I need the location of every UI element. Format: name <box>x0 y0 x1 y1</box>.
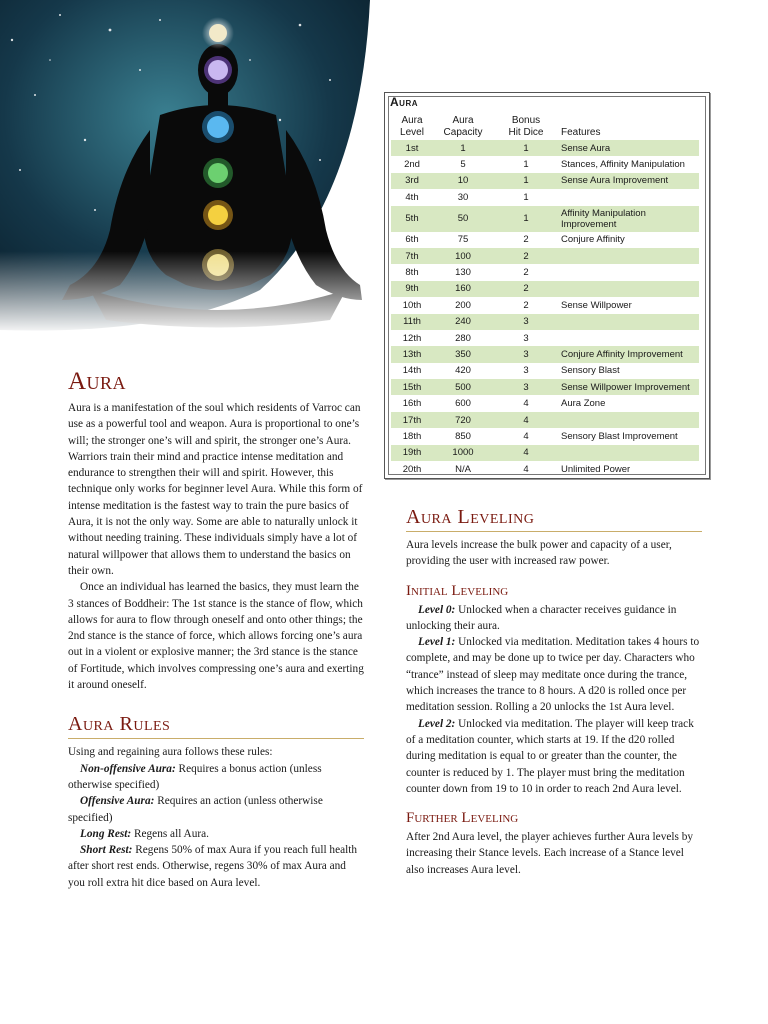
cell-features <box>559 281 699 297</box>
cell-features <box>559 189 699 205</box>
cell-features <box>559 412 699 428</box>
cell-hit-dice: 1 <box>493 206 559 232</box>
cell-level: 17th <box>391 412 433 428</box>
cell-hit-dice: 4 <box>523 463 529 475</box>
cell-level: 18th <box>402 430 422 442</box>
table-row <box>391 346 699 362</box>
level-2-text: Level 2: Unlocked via meditation. The player will keep track of a meditation counter, which starts at 19. If the d20 rolled during meditation is equal to or greater than the counter, the counter is reduced by 1. The player must bring the meditation counter down from 19 to 10 in order to reach 2nd Aura level. <box>406 717 694 795</box>
header-bonus-hit-dice: Bonus Hit Dice <box>508 115 544 138</box>
table-row <box>391 330 699 346</box>
cell-hit-dice: 1 <box>493 173 559 189</box>
table-row <box>391 189 699 205</box>
table-row <box>391 206 699 232</box>
cell-features <box>559 445 699 461</box>
aura-level-table <box>391 115 699 477</box>
cell-capacity: 1 <box>433 140 493 156</box>
cell-level: 6th <box>405 234 419 246</box>
rule-short-rest: Short Rest: Regens 50% of max Aura if you reach full health after short rest ends. Otherwise, regens 30% of max Aura and you roll extra hit dice based on Aura level. <box>68 844 358 889</box>
cell-features <box>559 314 699 330</box>
cell-capacity: 500 <box>433 379 493 395</box>
cell-capacity: 75 <box>457 234 469 246</box>
header-aura-capacity: Aura Capacity <box>443 115 483 138</box>
cell-features: Sense Willpower Improvement <box>559 379 699 395</box>
cell-hit-dice: 2 <box>523 267 529 279</box>
cell-features: Sensory Blast <box>561 365 620 377</box>
cell-capacity: 100 <box>433 248 493 264</box>
cell-capacity: 350 <box>433 346 493 362</box>
cell-level: 20th <box>402 463 422 475</box>
cell-hit-dice: 4 <box>493 445 559 461</box>
cell-features: Sense Aura Improvement <box>559 173 699 189</box>
cell-hit-dice: 3 <box>523 332 529 344</box>
table-title: Aura <box>390 95 418 109</box>
cell-features: Aura Zone <box>561 398 606 410</box>
rule-offensive: Offensive Aura: Requires an action (unless otherwise specified) <box>68 795 323 824</box>
cell-features: Conjure Affinity Improvement <box>559 346 699 362</box>
cell-level: 19th <box>391 445 433 461</box>
cell-hit-dice: 1 <box>523 191 529 203</box>
cell-capacity: 280 <box>455 332 471 344</box>
table-row <box>391 379 699 395</box>
initial-leveling-heading: Initial Leveling <box>406 582 509 599</box>
cell-features: Affinity Manipulation Improvement <box>559 206 699 232</box>
cell-features <box>559 330 699 346</box>
cell-features: Sensory Blast Improvement <box>561 430 678 442</box>
cell-features: Sense Aura <box>559 140 699 156</box>
cell-capacity: 130 <box>455 267 471 279</box>
table-row <box>391 412 699 428</box>
cell-level: 4th <box>405 191 419 203</box>
cell-level: 14th <box>402 365 422 377</box>
cell-hit-dice: 1 <box>523 159 529 171</box>
cell-capacity: 160 <box>433 281 493 297</box>
cell-capacity: 200 <box>455 299 471 311</box>
header-aura-level: Aura Level <box>400 115 424 138</box>
cell-features: Unlimited Power <box>561 463 631 475</box>
cell-hit-dice: 2 <box>493 281 559 297</box>
cell-hit-dice: 3 <box>523 365 529 377</box>
table-row <box>391 297 699 313</box>
cell-level: 11th <box>391 314 433 330</box>
cell-level: 5th <box>391 206 433 232</box>
aura-paragraph-2: Once an individual has learned the basics, they must learn the 3 stances of Boddheir: The 1st stance is the stance of flow, which allows for aura to flow through oneself and onto other things; the 2nd stance is the stance of force, which allows forcing one’s aura out in a violent or explosive manner; the 3rd stance is the stance of Fortitude, which involves compressing one’s aura and exerting it around oneself. <box>68 581 364 692</box>
table-row <box>391 395 699 411</box>
left-column <box>68 368 364 891</box>
cell-capacity: 240 <box>433 314 493 330</box>
leveling-intro: Aura levels increase the bulk power and capacity of a user, providing the user with increased raw power. <box>406 539 672 568</box>
cell-capacity: 1000 <box>433 445 493 461</box>
cell-level: 3rd <box>391 173 433 189</box>
cell-level: 10th <box>402 299 422 311</box>
table-row <box>391 281 699 297</box>
rule-long-rest: Long Rest: Regens all Aura. <box>80 827 209 840</box>
cell-level: 9th <box>391 281 433 297</box>
table-row <box>391 248 699 264</box>
cell-features <box>559 264 699 280</box>
cell-hit-dice: 3 <box>493 314 559 330</box>
cell-level: 12th <box>402 332 422 344</box>
cell-features: Conjure Affinity <box>561 234 625 246</box>
cell-hit-dice: 2 <box>523 234 529 246</box>
cell-level: 2nd <box>404 159 420 171</box>
table-row <box>391 264 699 280</box>
cell-level: 15th <box>391 379 433 395</box>
cell-hit-dice: 3 <box>493 346 559 362</box>
cell-level: 7th <box>391 248 433 264</box>
cell-hit-dice: 1 <box>493 140 559 156</box>
cell-hit-dice: 4 <box>523 430 529 442</box>
cell-capacity: 50 <box>433 206 493 232</box>
cell-features: Sense Willpower <box>561 299 632 311</box>
level-1-text: Level 1: Unlocked via meditation. Meditation takes 4 hours to complete, and may be done up to twice per day. Characters who “trance” instead of sleep may meditate once during the trance, which increases the trance to 8 hours. A d20 is rolled once per meditation session. Rolling a 20 unlocks the 1st Aura level. <box>406 636 700 714</box>
cell-capacity: N/A <box>455 463 471 475</box>
cell-hit-dice: 3 <box>493 379 559 395</box>
further-leveling-text: After 2nd Aura level, the player achieves further Aura levels by increasing their Stance levels. Each increase of a Stance level also increases Aura level. <box>406 831 694 876</box>
aura-leveling-heading: Aura Leveling <box>406 505 702 532</box>
cell-level: 8th <box>405 267 419 279</box>
further-leveling-heading: Further Leveling <box>406 810 519 827</box>
cell-hit-dice: 4 <box>523 398 529 410</box>
table-row <box>391 428 699 444</box>
cell-hit-dice: 2 <box>493 248 559 264</box>
cell-hit-dice: 4 <box>493 412 559 428</box>
cell-level: 16th <box>402 398 422 410</box>
table-row <box>391 445 699 461</box>
cell-level: 1st <box>391 140 433 156</box>
cell-hit-dice: 2 <box>523 299 529 311</box>
table-row <box>391 156 699 172</box>
right-column <box>406 505 702 878</box>
aura-table <box>384 92 710 479</box>
rule-non-offensive: Non-offensive Aura: Requires a bonus action (unless otherwise specified) <box>68 762 322 791</box>
cell-capacity: 30 <box>457 191 469 203</box>
table-row <box>391 314 699 330</box>
cell-level: 13th <box>391 346 433 362</box>
level-0-text: Level 0: Unlocked when a character receives guidance in unlocking their aura. <box>406 603 677 632</box>
cell-capacity: 720 <box>433 412 493 428</box>
aura-rules-intro: Using and regaining aura follows these rules: <box>68 746 273 759</box>
cell-features <box>559 248 699 264</box>
meditation-illustration <box>0 0 370 335</box>
table-row <box>391 232 699 248</box>
table-row <box>391 461 699 477</box>
table-row <box>391 140 699 156</box>
cell-capacity: 10 <box>433 173 493 189</box>
cell-capacity: 5 <box>460 159 466 171</box>
aura-heading: Aura <box>68 368 127 395</box>
cell-features: Stances, Affinity Manipulation <box>561 159 685 171</box>
cell-capacity: 420 <box>455 365 471 377</box>
header-features: Features <box>561 127 601 138</box>
aura-rules-heading: Aura Rules <box>68 712 364 739</box>
table-row <box>391 173 699 189</box>
aura-paragraph-1: Aura is a manifestation of the soul which residents of Varroc can use as a powerful tool and weapon. Aura is proportional to one’s will; the stronger one’s will and spirit, the stronger one’s Aura. Warriors train their mind and practice intense meditation and endurance to strengthen their will and spirit. However, this technique only works for beginner level Aura. While this form of intense meditation is the fastest way to train the pure basics of Aura, it is not the only way. Some are able to naturally unlock it without needing training. These individuals simply have a lot of natural willpower that allows them to understand the basics on their own. <box>68 402 363 577</box>
table-row <box>391 363 699 379</box>
cell-capacity: 850 <box>455 430 471 442</box>
cell-capacity: 600 <box>455 398 471 410</box>
